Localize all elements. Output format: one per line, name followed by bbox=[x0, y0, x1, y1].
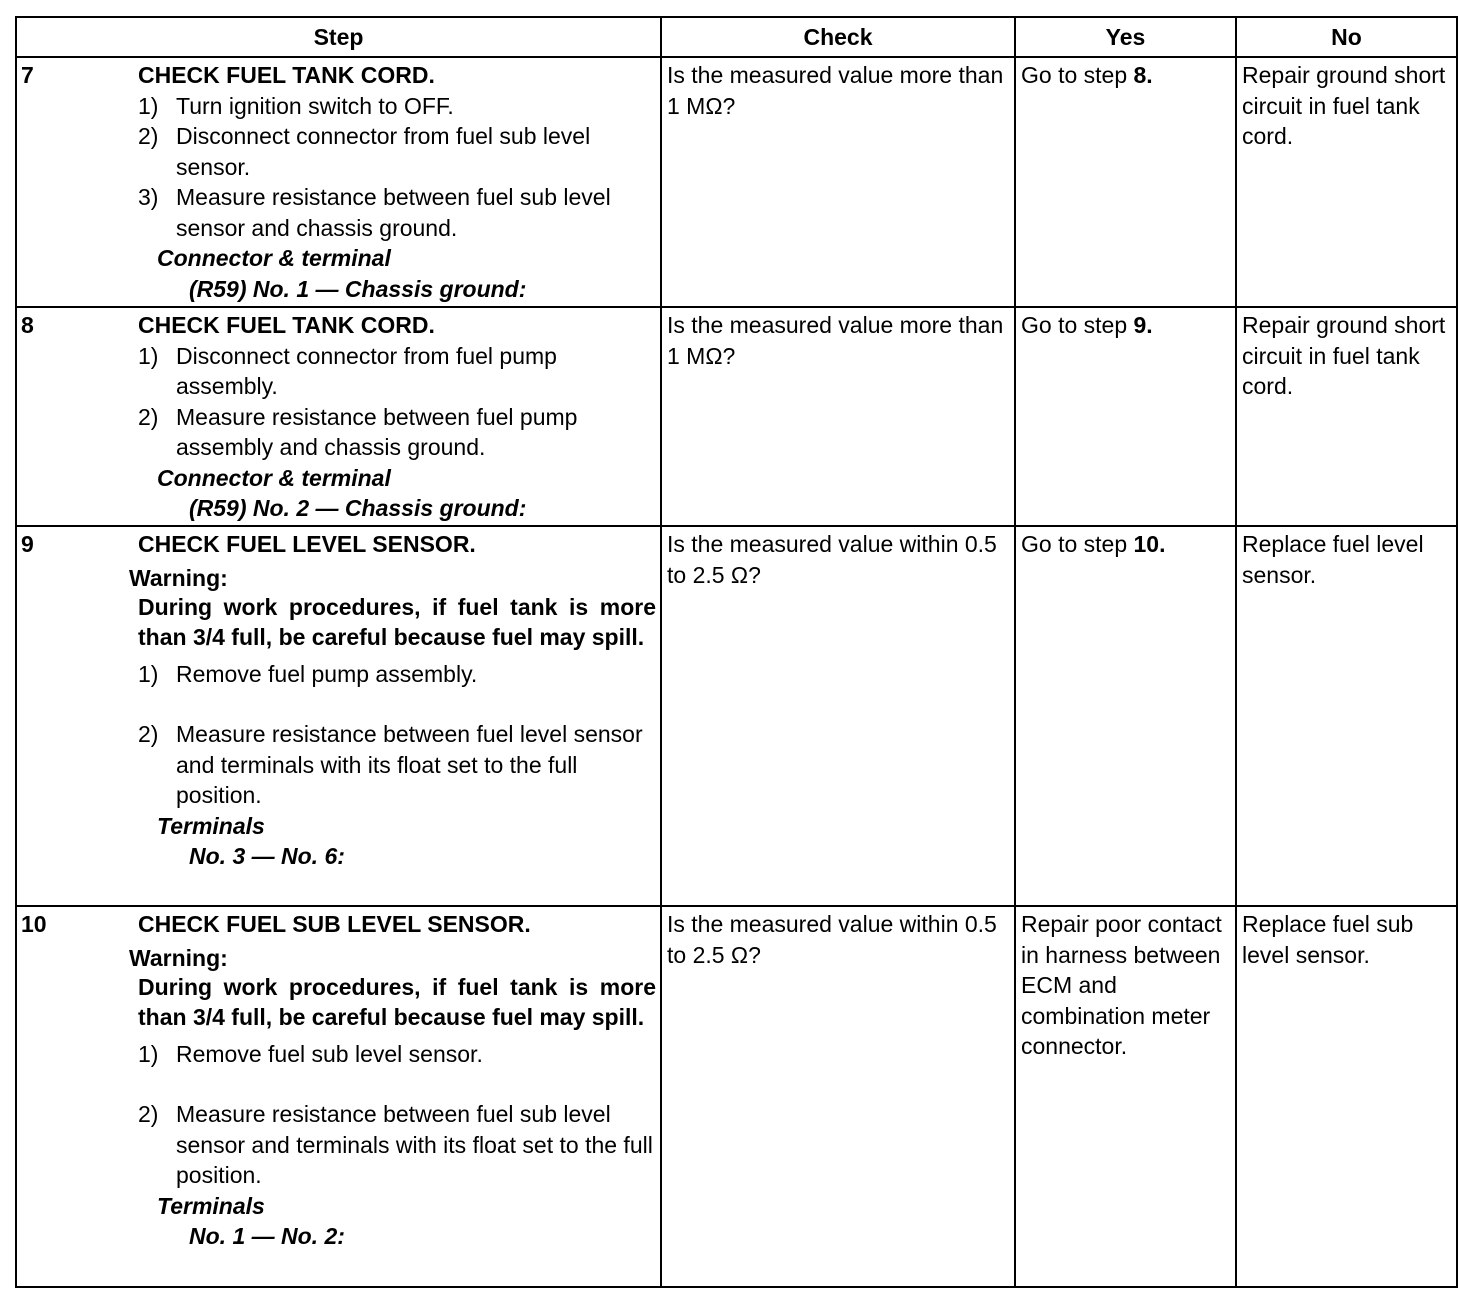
header-check: Check bbox=[661, 17, 1015, 57]
step-cell bbox=[16, 307, 661, 526]
yes-cell: Repair poor contact in harness between ECM and combination meter connector. bbox=[1015, 906, 1236, 1287]
list-item: 3) Measure resistance between fuel sub level sensor and chassis ground. bbox=[138, 184, 611, 241]
step-number: 10 bbox=[21, 911, 47, 937]
yes-cell: Go to step 10. bbox=[1015, 526, 1236, 906]
header-row bbox=[16, 17, 1457, 57]
no-cell: Repair ground short circuit in fuel tank cord. bbox=[1236, 307, 1457, 526]
step-title: CHECK FUEL LEVEL SENSOR. bbox=[138, 531, 476, 557]
spec-value: (R59) No. 1 — Chassis ground: bbox=[189, 275, 527, 302]
step-cell bbox=[16, 57, 661, 307]
spec-value: No. 1 — No. 2: bbox=[189, 1223, 345, 1249]
table-row bbox=[16, 57, 1457, 307]
warning-text: During work procedures, if fuel tank is more than 3/4 full, be careful because fuel may spill. bbox=[138, 593, 656, 650]
table-row bbox=[16, 307, 1457, 526]
list-item: 1) Disconnect connector from fuel pump assembly. bbox=[138, 342, 557, 399]
spec-value: (R59) No. 2 — Chassis ground: bbox=[189, 495, 527, 521]
no-cell: Replace fuel sub level sensor. bbox=[1236, 906, 1457, 1287]
check-cell: Is the measured value within 0.5 to 2.5 Ω? bbox=[661, 526, 1015, 906]
check-cell: Is the measured value more than 1 MΩ? bbox=[661, 57, 1015, 307]
spec-value: No. 3 — No. 6: bbox=[189, 843, 345, 869]
spec-label: Terminals bbox=[157, 812, 265, 839]
list-item: 2) Measure resistance between fuel level sensor and terminals with its float set to the full position. bbox=[138, 721, 643, 808]
check-cell: Is the measured value within 0.5 to 2.5 Ω? bbox=[661, 906, 1015, 1287]
step-title: CHECK FUEL TANK CORD. bbox=[138, 62, 435, 88]
step-title: CHECK FUEL TANK CORD. bbox=[138, 312, 435, 338]
diagnostic-procedure-table bbox=[15, 16, 1458, 1288]
yes-cell: Go to step 8. bbox=[1015, 57, 1236, 307]
step-number: 7 bbox=[21, 62, 34, 88]
step-cell bbox=[16, 906, 661, 1287]
header-step: Step bbox=[16, 17, 661, 57]
list-item: 1) Remove fuel sub level sensor. bbox=[138, 1040, 483, 1067]
step-number: 9 bbox=[21, 531, 34, 557]
step-cell bbox=[16, 526, 661, 906]
list-item: 2) Measure resistance between fuel sub level sensor and terminals with its float set to the full position. bbox=[138, 1101, 653, 1188]
list-item: 1) Remove fuel pump assembly. bbox=[138, 660, 478, 687]
spec-label: Terminals bbox=[157, 1192, 265, 1219]
list-item: 1) Turn ignition switch to OFF. bbox=[138, 92, 454, 119]
warning-text: During work procedures, if fuel tank is more than 3/4 full, be careful because fuel may spill. bbox=[138, 973, 656, 1030]
step-title: CHECK FUEL SUB LEVEL SENSOR. bbox=[138, 911, 531, 937]
no-cell: Repair ground short circuit in fuel tank cord. bbox=[1236, 57, 1457, 307]
yes-cell: Go to step 9. bbox=[1015, 307, 1236, 526]
warning-label: Warning: bbox=[129, 944, 228, 971]
list-item: 2) Measure resistance between fuel pump assembly and chassis ground. bbox=[138, 403, 578, 460]
table-row bbox=[16, 906, 1457, 1287]
no-cell: Replace fuel level sensor. bbox=[1236, 526, 1457, 906]
step-number: 8 bbox=[21, 312, 34, 338]
check-cell: Is the measured value more than 1 MΩ? bbox=[661, 307, 1015, 526]
spec-label: Connector & terminal bbox=[157, 245, 391, 271]
list-item: 2) Disconnect connector from fuel sub level sensor. bbox=[138, 123, 591, 180]
warning-label: Warning: bbox=[129, 564, 228, 591]
table-row bbox=[16, 526, 1457, 906]
header-no: No bbox=[1236, 17, 1457, 57]
spec-label: Connector & terminal bbox=[157, 464, 391, 491]
header-yes: Yes bbox=[1015, 17, 1236, 57]
